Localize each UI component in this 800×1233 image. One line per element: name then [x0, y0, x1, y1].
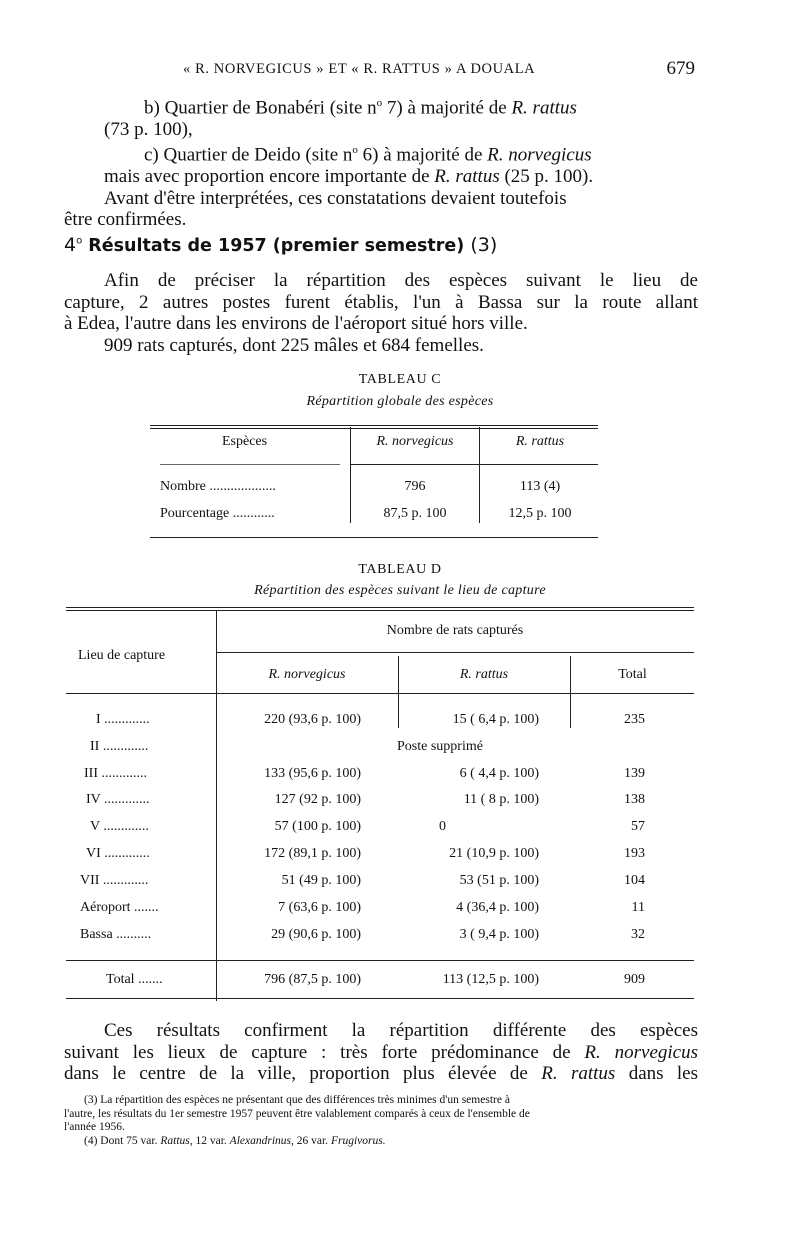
paragraph-line: à Edea, l'autre dans les environs de l'aéroport situé hors ville.: [64, 313, 528, 334]
table-cell-norvegicus: 127 (92 p. 100): [274, 792, 361, 807]
paragraph-line: suivant les lieux de capture : très forte prédominance de R. norvegicus: [64, 1041, 698, 1063]
item-b-line-1: b) Quartier de Bonabéri (site $n^o$ 7) à majorité de R. rattus: [144, 97, 577, 119]
table-cell-rattus: 11 ( 8 p. 100): [463, 792, 539, 807]
table-cell-norvegicus: 57 (100 p. 100): [274, 819, 361, 834]
table-cell-rattus: 15 ( 6,4 p. 100): [452, 712, 539, 727]
table-c-cell: 796: [404, 479, 426, 494]
table-row-lieu: Aéroport .......: [80, 900, 159, 915]
table-row-lieu: IV .............: [86, 792, 150, 807]
table-row-lieu: III .............: [84, 766, 147, 781]
running-title: « R. NORVEGICUS » ET « R. RATTUS » A DOUALA: [183, 61, 536, 77]
item-b-line-2: (73 p. 100),: [104, 118, 193, 140]
table-cell-total: 138: [624, 792, 645, 807]
conclusion-block: [64, 1020, 698, 1085]
table-row-lieu: VI .............: [86, 846, 150, 861]
paragraph-line: 909 rats capturés, dont 225 mâles et 684 femelles.: [104, 334, 484, 356]
table-c-header: R. rattus: [515, 434, 565, 449]
table-d-title: TABLEAU D: [358, 562, 442, 577]
table-cell-rattus: 3 ( 9,4 p. 100): [459, 927, 539, 942]
table-cell-total: 11: [631, 900, 645, 915]
table-cell-norvegicus: 220 (93,6 p. 100): [264, 712, 361, 727]
table-c-header: Espèces: [222, 434, 268, 449]
table-cell-norvegicus: 7 (63,6 p. 100): [278, 900, 361, 915]
table-cell-merged: Poste supprimé: [397, 739, 483, 754]
item-c-line-2: mais avec proportion encore importante de R. rattus (25 p. 100).: [104, 166, 594, 188]
paragraph-line: Avant d'être interprétées, ces constatations devaient toutefois: [104, 187, 567, 209]
page-number: 679: [666, 58, 695, 79]
table-d-header-lieu: Lieu de capture: [78, 648, 166, 663]
table-d-subtitle: Répartition des espèces suivant le lieu de capture: [254, 583, 546, 598]
table-cell-total: 193: [624, 846, 645, 861]
table-row-lieu: VII .............: [80, 873, 149, 888]
table-c-cell: 12,5 p. 100: [508, 506, 572, 521]
item-c-line-1: c) Quartier de Deido (site $n^o$ 6) à majorité de R. norvegicus: [144, 144, 592, 166]
table-cell-total: 57: [631, 819, 645, 834]
table-total-rattus: 113 (12,5 p. 100): [442, 972, 539, 987]
table-row-lieu: V .............: [90, 819, 149, 834]
table-row-lieu: I .............: [96, 712, 150, 727]
paragraph-line: Ces résultats confirment la répartition différente des espèces: [104, 1020, 698, 1041]
table-cell-rattus: 21 (10,9 p. 100): [449, 846, 539, 861]
table-cell-rattus: 4 (36,4 p. 100): [456, 900, 539, 915]
footnotes: [64, 1094, 704, 1148]
table-c-header: R. norvegicus: [376, 434, 454, 449]
table-cell-total: 104: [624, 873, 645, 888]
table-cell-norvegicus: 51 (49 p. 100): [281, 873, 361, 888]
table-d-header-rattus: R. rattus: [459, 667, 509, 682]
table-c-cell: 113 (4): [519, 479, 561, 494]
table-cell-norvegicus: 29 (90,6 p. 100): [271, 927, 361, 942]
table-cell-total: 235: [624, 712, 645, 727]
table-c-cell: 87,5 p. 100: [383, 506, 447, 521]
table-cell-norvegicus: 133 (95,6 p. 100): [264, 766, 361, 781]
footnote-3-cont: l'année 1956.: [64, 1121, 125, 1133]
paragraph-line: être confirmées.: [64, 209, 187, 231]
table-d-header-norvegicus: R. norvegicus: [268, 667, 346, 682]
table-c-row-label: Nombre ...................: [160, 479, 276, 494]
table-row-lieu: II .............: [90, 739, 149, 754]
table-c-subtitle: Répartition globale des espèces: [306, 394, 494, 409]
table-d-header-group: Nombre de rats capturés: [386, 623, 524, 638]
paragraph-line: dans le centre de la ville, proportion plus élevée de R. rattus dans les: [64, 1063, 699, 1084]
footnote-4: (4) Dont 75 var. Rattus, 12 var. Alexandrinus, 26 var. Frugivorus.: [84, 1134, 386, 1147]
table-total-total: 909: [624, 972, 645, 987]
table-cell-rattus: 0: [439, 819, 446, 834]
intro-block: [64, 93, 698, 231]
paragraph-line: capture, 2 autres postes furent établis, l'un à Bassa sur la route allant: [64, 291, 698, 313]
footnote-3: (3) La répartition des espèces ne présentant que des différences très minimes d'un semestre à: [84, 1094, 510, 1106]
table-c-title: TABLEAU C: [358, 372, 442, 387]
table-cell-rattus: 53 (51 p. 100): [459, 873, 539, 888]
section-heading: 4$^o$ Résultats de 1957 (premier semestre) (3): [64, 234, 498, 256]
running-header: [183, 58, 703, 82]
table-cell-rattus: 6 ( 4,4 p. 100): [459, 766, 539, 781]
footnote-3-cont: l'autre, les résultats du 1er semestre 1957 peuvent être valablement comparés à ceux de l'ensemble de: [64, 1107, 530, 1120]
paragraph-line: Afin de préciser la répartition des espèces suivant le lieu de: [104, 270, 698, 291]
table-cell-total: 139: [624, 766, 645, 781]
table-row-lieu: Bassa ..........: [80, 927, 152, 942]
table-cell-norvegicus: 172 (89,1 p. 100): [264, 846, 361, 861]
table-total-norvegicus: 796 (87,5 p. 100): [264, 972, 361, 987]
body-block: [64, 270, 698, 356]
table-total-label: Total .......: [106, 972, 163, 987]
table-d-header-total: Total: [618, 667, 647, 682]
table-cell-total: 32: [631, 927, 645, 942]
table-c-row-label: Pourcentage ............: [160, 506, 275, 521]
